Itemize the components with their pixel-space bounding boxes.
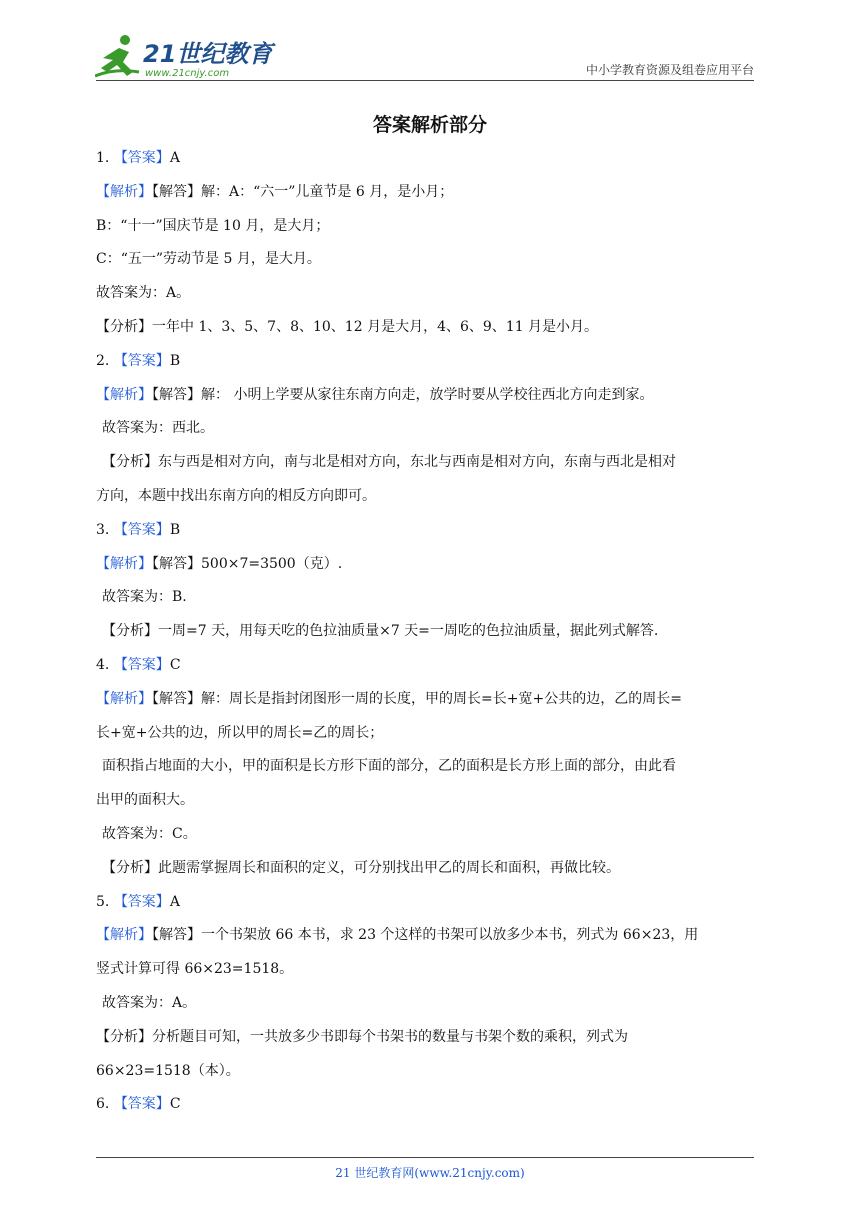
runner-icon xyxy=(95,35,139,76)
page-header xyxy=(0,0,860,90)
text-line xyxy=(96,784,760,818)
line-text: 故答案为：A。 xyxy=(96,285,191,302)
line-text: 【分析】一年中 1、3、5、7、8、10、12 月是大月，4、6、9、11 月是小月。 xyxy=(96,318,599,335)
line-text: 1. xyxy=(96,150,114,166)
text-line xyxy=(96,142,760,176)
text-line xyxy=(96,243,760,277)
line-text: 竖式计算可得 66×23=1518。 xyxy=(96,961,294,978)
line-text: 出甲的面积大。 xyxy=(96,792,194,809)
label-tag: 【答案】 xyxy=(113,656,170,673)
line-text: A xyxy=(169,893,180,910)
answer-content xyxy=(96,142,760,1122)
text-line xyxy=(96,886,760,920)
label-tag: 【答案】 xyxy=(113,521,170,538)
line-text: 故答案为：B. xyxy=(102,589,187,606)
text-line xyxy=(96,514,760,548)
line-text: 故答案为：C。 xyxy=(102,825,197,842)
line-text: 4. xyxy=(96,656,114,673)
text-line xyxy=(96,649,760,683)
line-text: 【解答】500×7=3500（克）. xyxy=(152,555,343,572)
text-line xyxy=(96,210,760,244)
text-line xyxy=(96,852,760,886)
label-tag: 【答案】 xyxy=(113,1096,170,1113)
header-divider xyxy=(96,80,754,81)
line-text: 【分析】此题需掌握周长和面积的定义，可分别找出甲乙的周长和面积，再做比较。 xyxy=(102,859,620,876)
line-text: 2. xyxy=(96,352,114,369)
text-line xyxy=(96,311,760,345)
text-line xyxy=(96,987,760,1021)
text-line xyxy=(96,953,760,987)
text-line xyxy=(96,379,760,413)
line-text: 长+宽+公共的边，所以甲的周长=乙的周长； xyxy=(96,724,384,741)
label-tag: 【答案】 xyxy=(113,893,170,910)
text-line xyxy=(96,1055,760,1089)
svg-text:21世纪教育: 21世纪教育 xyxy=(143,40,273,68)
line-text: 面积指占地面的大小，甲的面积是长方形下面的部分，乙的面积是长方形上面的部分，由此看 xyxy=(102,758,676,775)
line-text: 【解答】解：周长是指封闭图形一周的长度，甲的周长=长+宽+公共的边，乙的周长= xyxy=(152,690,682,707)
line-text: 【分析】一周=7 天，用每天吃的色拉油质量×7 天=一周吃的色拉油质量，据此列式解答. xyxy=(102,623,659,640)
text-line xyxy=(96,345,760,379)
line-text: B xyxy=(169,521,181,538)
text-line xyxy=(96,412,760,446)
line-text: 【分析】东与西是相对方向，南与北是相对方向，东北与西南是相对方向，东南与西北是相对 xyxy=(102,454,676,471)
text-line xyxy=(96,717,760,751)
text-line xyxy=(96,615,760,649)
text-line xyxy=(96,277,760,311)
label-tag: 【答案】 xyxy=(113,352,170,369)
label-tag: 【解析】 xyxy=(96,555,152,572)
line-text: 3. xyxy=(96,521,114,538)
text-line xyxy=(96,683,760,717)
text-line xyxy=(96,548,760,582)
page-title: 答案解析部分 xyxy=(372,114,487,136)
platform-name: 中小学教育资源及组卷应用平台 xyxy=(585,63,754,77)
line-text: C xyxy=(169,656,181,673)
line-text: 故答案为：西北。 xyxy=(102,420,214,437)
text-line xyxy=(96,1021,760,1055)
svg-text:www.21cnjy.com: www.21cnjy.com xyxy=(145,68,230,79)
line-text: 方向，本题中找出东南方向的相反方向即可。 xyxy=(96,487,376,504)
text-line xyxy=(96,176,760,210)
text-line xyxy=(96,919,760,953)
text-line xyxy=(96,446,760,480)
label-tag: 【解析】 xyxy=(96,690,152,707)
line-text: A xyxy=(169,150,180,166)
text-line xyxy=(96,1088,760,1122)
label-tag: 【解析】 xyxy=(96,927,152,944)
text-line xyxy=(96,480,760,514)
line-text: 【分析】分析题目可知，一共放多少书即每个书架书的数量与书架个数的乘积，列式为 xyxy=(96,1028,628,1045)
text-line xyxy=(96,818,760,852)
text-line xyxy=(96,750,760,784)
line-text: 【解答】解：A：“六一”儿童节是 6 月，是小月； xyxy=(152,183,454,200)
line-text: C xyxy=(169,1096,181,1113)
line-text: C：“五一”劳动节是 5 月，是大月。 xyxy=(96,251,321,268)
text-line xyxy=(96,581,760,615)
label-tag: 【解析】 xyxy=(96,386,152,403)
line-text: 5. xyxy=(96,893,114,910)
line-text: B：“十一”国庆节是 10 月，是大月； xyxy=(96,217,330,234)
label-tag: 【答案】 xyxy=(113,150,170,166)
label-tag: 【解析】 xyxy=(96,183,152,200)
site-logo xyxy=(95,32,295,80)
footer-link[interactable]: 21 世纪教育网(www.21cnjy.com) xyxy=(335,1166,525,1180)
line-text: 6. xyxy=(96,1096,114,1113)
line-text: 【解答】解： 小明上学要从家往东南方向走，放学时要从学校往西北方向走到家。 xyxy=(152,386,654,403)
line-text: 故答案为：A。 xyxy=(102,994,197,1011)
line-text: 【解答】一个书架放 66 本书，求 23 个这样的书架可以放多少本书，列式为 66×23，用 xyxy=(152,927,699,944)
footer-divider xyxy=(96,1157,754,1158)
line-text: B xyxy=(169,352,181,369)
line-text: 66×23=1518（本）。 xyxy=(96,1062,240,1079)
